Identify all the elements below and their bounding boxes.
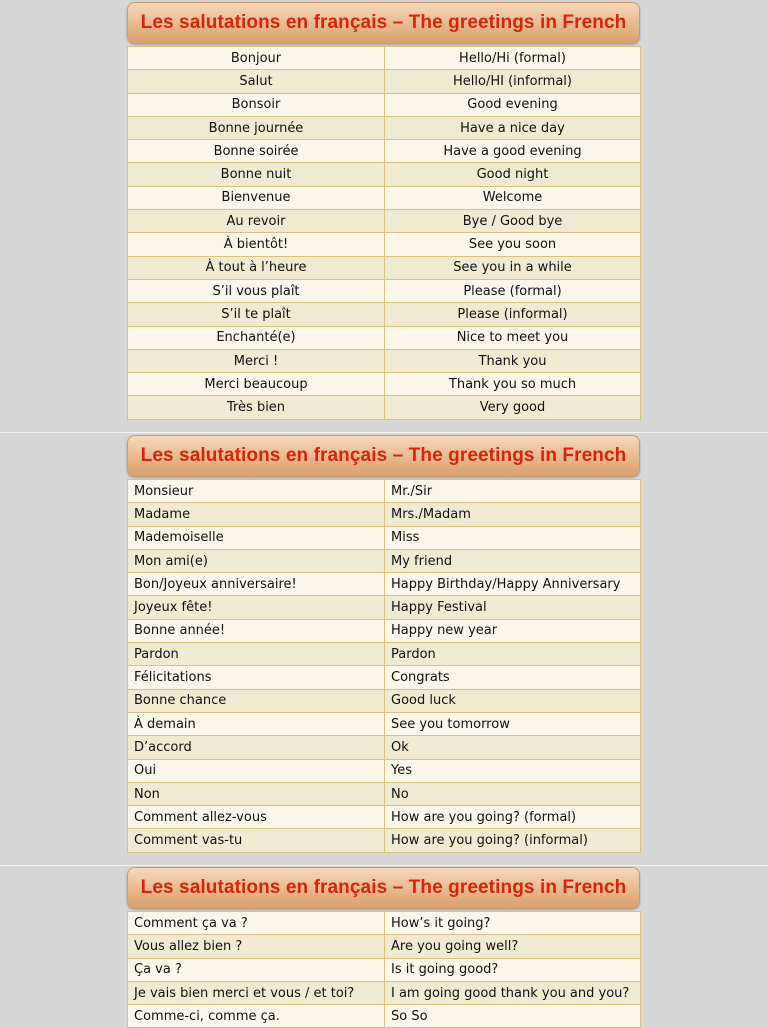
english-translation-cell: Bye / Good bye: [385, 210, 641, 233]
table-row: [128, 233, 641, 256]
french-phrase-cell: Pardon: [128, 643, 385, 666]
french-phrase-cell: S’il vous plaît: [128, 279, 385, 302]
english-translation-cell: Happy new year: [385, 619, 641, 642]
french-phrase-cell: Bonne nuit: [128, 163, 385, 186]
table-row: [128, 1005, 641, 1028]
french-phrase-cell: Bonne chance: [128, 689, 385, 712]
table-row: [128, 596, 641, 619]
greetings-table: [127, 911, 641, 1028]
table-row: [128, 326, 641, 349]
english-translation-cell: Pardon: [385, 643, 641, 666]
table-row: [128, 958, 641, 981]
table-row: [128, 619, 641, 642]
english-translation-cell: How are you going? (informal): [385, 829, 641, 852]
panel-separator: [0, 432, 768, 433]
english-translation-cell: Yes: [385, 759, 641, 782]
table-row: [128, 666, 641, 689]
french-phrase-cell: À bientôt!: [128, 233, 385, 256]
english-translation-cell: Please (informal): [385, 303, 641, 326]
french-phrase-cell: Non: [128, 782, 385, 805]
french-phrase-cell: Ça va ?: [128, 958, 385, 981]
table-row: [128, 806, 641, 829]
table-row: [128, 256, 641, 279]
english-translation-cell: Thank you: [385, 349, 641, 372]
english-translation-cell: Are you going well?: [385, 935, 641, 958]
english-translation-cell: Very good: [385, 396, 641, 419]
english-translation-cell: So So: [385, 1005, 641, 1028]
french-phrase-cell: Bonsoir: [128, 93, 385, 116]
table-row: [128, 829, 641, 852]
table-row: [128, 116, 641, 139]
french-phrase-cell: Monsieur: [128, 480, 385, 503]
french-phrase-cell: Au revoir: [128, 210, 385, 233]
french-phrase-cell: Comment ça va ?: [128, 912, 385, 935]
table-row: [128, 912, 641, 935]
panel-title: Les salutations en français – The greetings in French: [127, 2, 640, 44]
table-row: [128, 759, 641, 782]
english-translation-cell: Hello/HI (informal): [385, 70, 641, 93]
english-translation-cell: Thank you so much: [385, 373, 641, 396]
french-phrase-cell: Salut: [128, 70, 385, 93]
french-phrase-cell: Mon ami(e): [128, 549, 385, 572]
french-phrase-cell: Comment vas-tu: [128, 829, 385, 852]
table-row: [128, 140, 641, 163]
french-phrase-cell: S’il te plaît: [128, 303, 385, 326]
english-translation-cell: Good luck: [385, 689, 641, 712]
table-row: [128, 279, 641, 302]
table-row: [128, 210, 641, 233]
table-row: [128, 573, 641, 596]
greetings-panel-2: [127, 435, 640, 853]
panel-title: Les salutations en français – The greetings in French: [127, 867, 640, 909]
french-phrase-cell: D’accord: [128, 736, 385, 759]
table-row: [128, 349, 641, 372]
french-phrase-cell: Bienvenue: [128, 186, 385, 209]
table-row: [128, 712, 641, 735]
english-translation-cell: Happy Festival: [385, 596, 641, 619]
greetings-panel-1: [127, 2, 640, 420]
french-phrase-cell: Comme-ci, comme ça.: [128, 1005, 385, 1028]
english-translation-cell: Have a good evening: [385, 140, 641, 163]
french-phrase-cell: Bonjour: [128, 47, 385, 70]
english-translation-cell: I am going good thank you and you?: [385, 981, 641, 1004]
english-translation-cell: See you soon: [385, 233, 641, 256]
english-translation-cell: No: [385, 782, 641, 805]
table-row: [128, 526, 641, 549]
french-phrase-cell: Vous allez bien ?: [128, 935, 385, 958]
table-row: [128, 303, 641, 326]
table-row: [128, 981, 641, 1004]
french-phrase-cell: Mademoiselle: [128, 526, 385, 549]
table-row: [128, 549, 641, 572]
french-phrase-cell: Félicitations: [128, 666, 385, 689]
french-phrase-cell: Bon/Joyeux anniversaire!: [128, 573, 385, 596]
english-translation-cell: Hello/Hi (formal): [385, 47, 641, 70]
english-translation-cell: Congrats: [385, 666, 641, 689]
french-phrase-cell: Madame: [128, 503, 385, 526]
english-translation-cell: Nice to meet you: [385, 326, 641, 349]
english-translation-cell: Please (formal): [385, 279, 641, 302]
english-translation-cell: Mr./Sir: [385, 480, 641, 503]
table-row: [128, 782, 641, 805]
table-row: [128, 935, 641, 958]
french-phrase-cell: Bonne journée: [128, 116, 385, 139]
french-phrase-cell: Merci !: [128, 349, 385, 372]
french-phrase-cell: À demain: [128, 712, 385, 735]
french-phrase-cell: À tout à l’heure: [128, 256, 385, 279]
table-row: [128, 47, 641, 70]
table-row: [128, 480, 641, 503]
french-phrase-cell: Bonne année!: [128, 619, 385, 642]
english-translation-cell: How’s it going?: [385, 912, 641, 935]
english-translation-cell: Mrs./Madam: [385, 503, 641, 526]
table-row: [128, 396, 641, 419]
greetings-table: [127, 46, 641, 420]
table-row: [128, 93, 641, 116]
english-translation-cell: Is it going good?: [385, 958, 641, 981]
panel-separator: [0, 865, 768, 866]
french-phrase-cell: Comment allez-vous: [128, 806, 385, 829]
english-translation-cell: My friend: [385, 549, 641, 572]
english-translation-cell: See you in a while: [385, 256, 641, 279]
french-phrase-cell: Bonne soirée: [128, 140, 385, 163]
french-phrase-cell: Très bien: [128, 396, 385, 419]
table-row: [128, 70, 641, 93]
table-row: [128, 736, 641, 759]
english-translation-cell: Happy Birthday/Happy Anniversary: [385, 573, 641, 596]
greetings-panel-3: [127, 867, 640, 1028]
table-row: [128, 163, 641, 186]
table-row: [128, 503, 641, 526]
table-row: [128, 689, 641, 712]
english-translation-cell: Good evening: [385, 93, 641, 116]
english-translation-cell: Have a nice day: [385, 116, 641, 139]
greetings-table: [127, 479, 641, 853]
french-phrase-cell: Merci beaucoup: [128, 373, 385, 396]
english-translation-cell: See you tomorrow: [385, 712, 641, 735]
english-translation-cell: Welcome: [385, 186, 641, 209]
table-row: [128, 373, 641, 396]
table-row: [128, 643, 641, 666]
english-translation-cell: Ok: [385, 736, 641, 759]
french-phrase-cell: Je vais bien merci et vous / et toi?: [128, 981, 385, 1004]
english-translation-cell: Good night: [385, 163, 641, 186]
english-translation-cell: How are you going? (formal): [385, 806, 641, 829]
french-phrase-cell: Oui: [128, 759, 385, 782]
french-phrase-cell: Joyeux fête!: [128, 596, 385, 619]
panel-title: Les salutations en français – The greetings in French: [127, 435, 640, 477]
table-row: [128, 186, 641, 209]
french-phrase-cell: Enchanté(e): [128, 326, 385, 349]
english-translation-cell: Miss: [385, 526, 641, 549]
